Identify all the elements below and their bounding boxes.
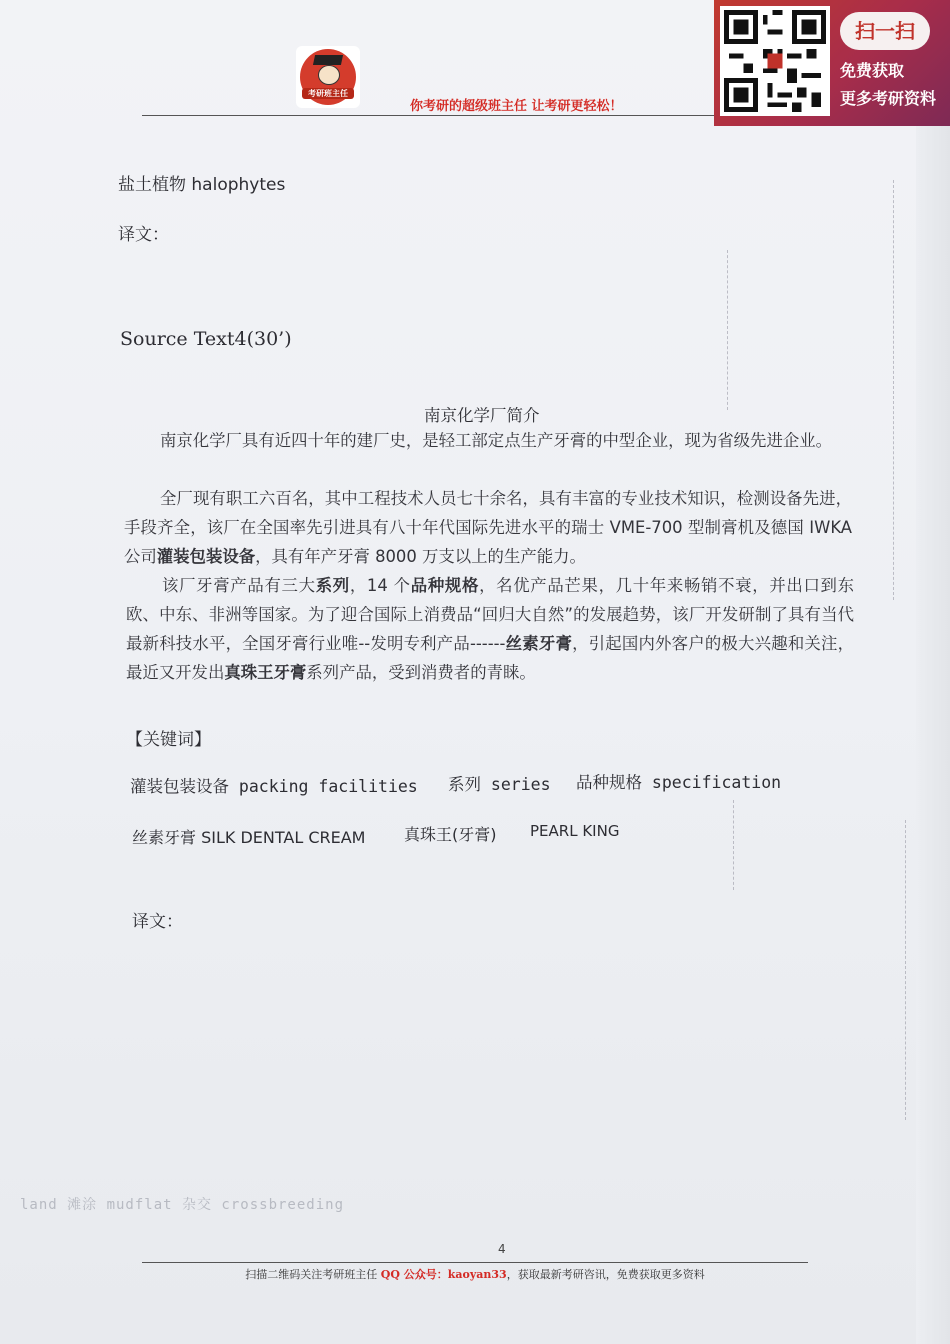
keywords-heading: 【关键词】 (126, 730, 211, 750)
keyword-pearl-king-en: PEARL KING (530, 822, 620, 840)
header-slogan: 你考研的超级班主任 让考研更轻松！ (410, 99, 623, 114)
promo-line-1: 免费获取 (840, 61, 905, 80)
header-divider (142, 115, 714, 116)
term-packing-facilities: 灌装包装设备 (156, 547, 256, 566)
bleed-through-text: land 滩涂 mudflat 杂交 crossbreeding (20, 1197, 345, 1213)
scan-artifact (905, 820, 906, 1120)
footer-text: 扫描二维码关注考研班主任 QQ 公众号：kaoyan33，获取最新考研咨讯，免费获取更多资料 (245, 1268, 705, 1281)
promo-line-2: 更多考研资料 (840, 89, 937, 108)
brand-logo (296, 46, 360, 108)
page-number: 4 (498, 1242, 506, 1256)
source-text-heading: Source Text4(30’) (120, 328, 292, 350)
term-series: 系列 (315, 576, 350, 595)
paragraph-1: 南京化学厂具有近四十年的建厂史，是轻工部定点生产牙膏的中型企业，现为省级先进企业。 (160, 431, 833, 450)
logo-emblem-icon (300, 49, 356, 105)
keyword-specification: 品种规格 specification (576, 773, 782, 792)
scan-edge (916, 120, 950, 1344)
scan-artifact (733, 800, 734, 890)
scan-badge: 扫一扫 (840, 12, 930, 50)
footer-qq-account: QQ 公众号：kaoyan33 (380, 1268, 507, 1281)
keyword-pearl-king-cn: 真珠王(牙膏) (404, 825, 497, 844)
term-specification: 品种规格 (410, 576, 480, 595)
promo-banner (714, 0, 950, 126)
vocab-line-halophytes: 盐土植物 halophytes (118, 175, 286, 195)
document-title: 南京化学厂简介 (424, 406, 540, 425)
paragraph-3: 该厂牙膏产品有三大系列，14 个品种规格，名优产品芒果，几十年来畅销不衰，并出口到东欧、中东、非洲等国家。为了迎合国际上消费品“回归大自然”的发展趋势，该厂开发研制了具有当代最新科技水平，全国牙膏行业唯--发明专利产品------丝素牙膏，引起国内外客户的极大兴趣和关注，最近又开发出真珠王牙膏系列产品，受到消费者的青睐。 (126, 576, 855, 682)
translation-label-1: 译文： (118, 225, 169, 245)
logo-text: 考研班主任 (302, 88, 354, 99)
qr-code-icon (720, 6, 830, 116)
footer-divider (142, 1262, 808, 1263)
keyword-packing-facilities: 灌装包装设备 packing facilities (130, 777, 418, 796)
term-pearl-king: 真珠王牙膏 (224, 663, 307, 682)
translation-label-2: 译文： (132, 912, 183, 932)
term-silk-dental-cream: 丝素牙膏 (505, 634, 573, 653)
scan-artifact (893, 180, 894, 600)
scan-artifact (727, 250, 728, 410)
keyword-series: 系列 series (448, 775, 551, 794)
keyword-silk-dental-cream: 丝素牙膏 SILK DENTAL CREAM (132, 828, 366, 847)
paragraph-2: 全厂现有职工六百名，其中工程技术人员七十余名，具有丰富的专业技术知识，检测设备先进，手段齐全，该厂在全国率先引进具有八十年代国际先进水平的瑞士 VME-700 型制膏机及德国 IWKA 公司灌装包装设备，具有年产牙膏 8000 万支以上的生产能力。 (124, 489, 852, 566)
